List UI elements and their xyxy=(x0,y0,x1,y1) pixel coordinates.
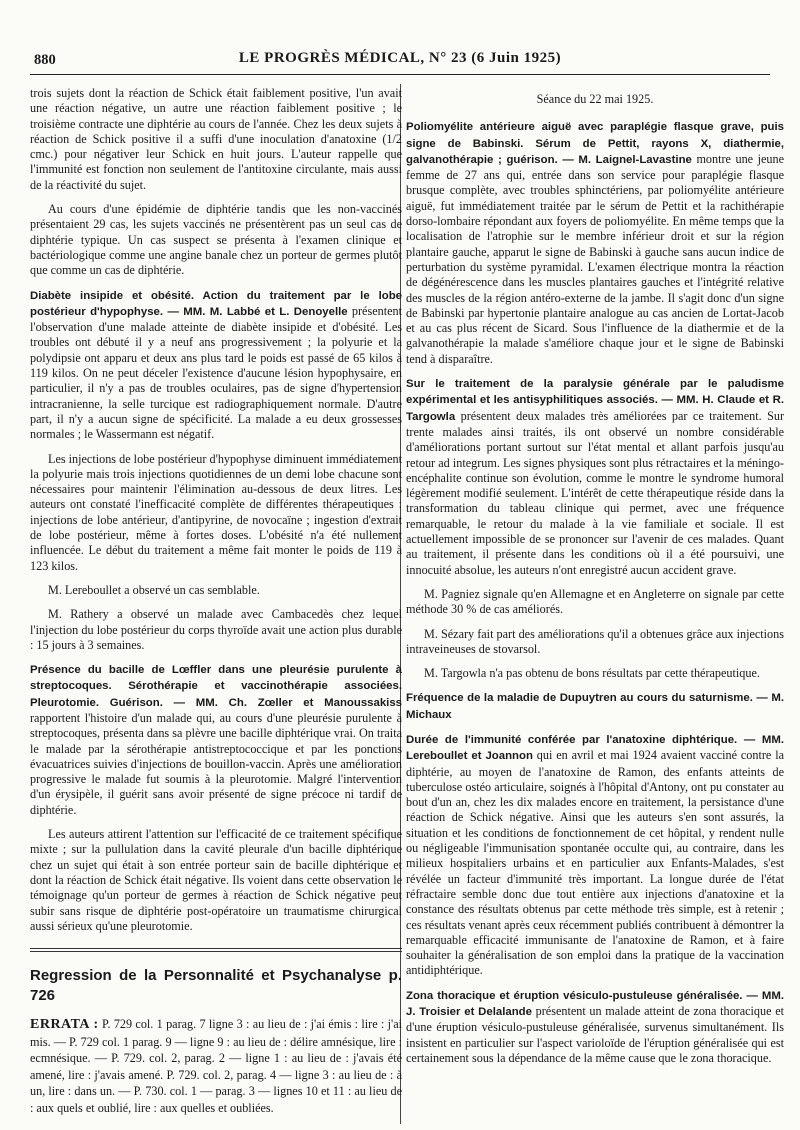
paragraph: M. Targowla n'a pas obtenu de bons résultats par cette thérapeutique. xyxy=(424,666,760,681)
article-heading: Fréquence de la maladie de Dupuytren au cours du saturnisme. — M. Michaux xyxy=(406,692,784,721)
article-body: présentent deux malades très améliorées par ce traitement. Sur trente malades ainsi traités, ils ont observé un nombre considérable d'améliorations portant surtout sur l'état mental et allant parfois jusqu'au retour ad integrum. Les signes physiques sont plus rétractaires et la méningo-encéphalite continue son évolution, comme le montre le syndrome humoral légèrement modifié seulement. L'intérêt de cette thérapeutique réside dans la transformation du tableau clinique qui permet, avec une fréquence remarquable, le retour du malade à la vie familiale et sociale. Il est actuellement impossible de se prononcer sur l'avenir de ces malades. Quant au traitement, il présente dans les conditions où il a été poursuivi, une innocuité absolue, les auteurs n'ont enregistré aucun accident grave. xyxy=(406,408,784,577)
journal-title: LE PROGRÈS MÉDICAL, N° 23 (6 Juin 1925) xyxy=(238,50,562,66)
paragraph: M. Pagniez signale qu'en Allemagne et en Angleterre on signale par cette méthode 30 % de cas améliorés. xyxy=(406,586,784,617)
errata xyxy=(30,1016,402,1116)
paragraph: M. Sézary fait part des améliorations qu'il a obtenues grâce aux injections intraveineuses de stovarsol. xyxy=(406,626,784,656)
errata-text: P. 729 col. 1 parag. 7 ligne 3 : au lieu de : j'ai émis : lire : j'ai mis. — P. 729 col. 1 parag. 9 — ligne 9 : au lieu de : délire amnésique, lire : ecmnésique. — P. 729. col. 2, parag. 2 — ligne 1 : au lieu de : j'avais été amené, lire : j'avais amené. P. 729. col. 2, parag. 4 — ligne 3 : au lieu de : à un, lire : dans un. — P. 730. col. 1 — parag. 3 — lignes 10 et 11 : au lieu de : aux quels et oublié, lire : aux quelles et oubliées. xyxy=(30,1017,403,1115)
right-column xyxy=(406,86,784,1075)
article-heading: Durée de l'immunité conférée par l'anatoxine diphtérique. — MM. Lereboullet et Joannon xyxy=(406,733,784,763)
article-body: rapportent l'histoire d'un malade qui, au cours d'une pleurésie purulente à streptocoques, présenta dans sa plèvre une bacille diphtérique vrai. On traita le malade par la sérothérapie antistreptococcique et par les ponctions évacuatrices suivies d'injections de bouillon-vaccin. Après une amélioration progressive le malade fut soumis à la pleurotomie. Malgré l'intervention d'un érysipèle, il guérit sans avoir présenté de signe précoce ni tardif de diphtérie. xyxy=(30,710,402,817)
section-rule xyxy=(30,948,402,952)
article-body: qui en avril et mai 1924 avaient vacciné contre la diphtérie, au moyen de l'anatoxine de Ramon, des enfants atteints de tuberculose ostéo articulaire, soignés à l'hôpital d'Antony, ont pu constater au bout d'un an, chez les dix malades encore en traitement, la persistance d'une réaction de Schick négative. Ainsi que les auteurs s'en sont assurés, la situation et les conditions de fonctionnement de cet hôpital, y rendent nulle ou négligeable l'immunisation spontanée occulte qui, au contraire, dans les milieux hospitaliers urbains et en particulier aux Enfants-Malades, s'est révélée un facteur d'immunité très important. La longue durée de l'état réfractaire semble donc due tout entière aux injections d'anatoxine et la constance des résultats obtenus par cette méthode très simple, est à retenir ; ces résultats venant après ceux récemment publiés contribuent à démontrer la remarquable efficacité immunisante de l'anatoxine de Ramon, et à faire souhaiter la généralisation de son emploi dans la pratique de la vaccination antidiphtérique. xyxy=(406,748,784,978)
article-lereboullet xyxy=(406,732,784,979)
page-number: 880 xyxy=(34,52,56,68)
page-header xyxy=(30,48,770,75)
article-heading: Sur le traitement de la paralysie générale par le paludisme expérimental et les antisyphilitiques associés. — MM. H. Claude et R. Targowla xyxy=(406,378,784,423)
paragraph: M. Rathery a observé un malade avec Cambacedès chez lequel l'injection du lobe postérieur du corps thyroïde avait une action plus durable : 15 jours à 3 semaines. xyxy=(30,607,402,652)
article-heading: Poliomyélite antérieure aiguë avec paraplégie flasque grave, puis signe de Babinski. Sérum de Pettit, rayons X, diathermie, galvanothérapie ; guérison. — M. Laignel-Lavastine xyxy=(406,121,784,166)
paragraph: M. Lereboullet a observé un cas semblable. xyxy=(48,582,260,597)
article-heading: Diabète insipide et obésité. Action du traitement par le lobe postérieur d'hypophyse. — MM. M. Labbé et L. Denoyelle xyxy=(30,289,402,318)
errata-label: ERRATA : xyxy=(30,1017,99,1033)
article-heading: Zona thoracique et éruption vésiculo-pustuleuse généralisée. — MM. J. Troisier et Delalande xyxy=(406,989,784,1019)
session-date: Séance du 22 mai 1925. xyxy=(536,92,654,106)
paragraph: Les auteurs attirent l'attention sur l'efficacité de ce traitement spécifique mixte ; sur la pullulation dans la cavité pleurale d'un bacille diphtérique chez un sujet qui était à son entrée porteur sain de bacille diphtérique et dont la réaction de Schick était négative. Ils voient dans cette observation le témoignage qu'un porteur de germes à réaction de Schick négative peut subir sans risque de diphtérie post-opératoire un traumatisme chirurgical aussi sérieux qu'une pleurotomie. xyxy=(30,827,402,933)
article-body: montre une jeune femme de 27 ans qui, entrée dans son service pour paraplégie flasque brusque complète, avec troubles sphinctériens, par poliomyélite antérieure aiguë, fut immédiatement traitée par le sérum de Pettit et la rachithérapie dorso-lombaire répondant aux foyers de poliomyélite. En même temps que la localisation de l'atrophie sur le membre inférieur droit et sur la région plantaire gauche, apparut le signe de Babinski à gauche sans aucun indice de perturbation du système pyramidal. L'examen électrique montra la réaction de dégénérescence dans les muscles plantaires gauches et l'intégrité relative des muscles de la région antéro-externe de la jambe. Il s'agit donc d'un signe de Babinski par hypertonie plantaire analogue au cas ancien de Lortat-Jacob et au cas plus récent de Sicard. Sous l'influence de la diathermie et de la galvanothérapie la malade s'améliore chaque jour et le signe de Babinski tend à disparaître. xyxy=(406,151,785,366)
article-claude xyxy=(406,376,784,578)
paragraph: Les injections de lobe postérieur d'hypophyse diminuent immédiatement la polyurie mais trois injections quotidiennes de un demi lobe chacune sont nécessaires pour maintenir l'élimination au-dessous de deux litres. Les auteurs ont constaté l'inefficacité complète de différentes thérapeutiques : injections de lobe antérieur, d'antipyrine, de novocaïne ; ingestion d'extrait de lobe postérieur, même à fortes doses. L'obésité n'a été nullement influencée. Le début du traitement a même fait monter le poids de 119 à 123 kilos. xyxy=(30,451,402,573)
article-body: présentent l'observation d'une malade atteinte de diabète insipide et d'obésité. Les troubles ont débuté il y a neuf ans progressivement ; la polyurie et la polydipsie ont apparu et deux ans plus tard le poids est passé de 65 kilos à 119 kilos. On ne peut déceler l'existence d'aucune lésion hypophysaire, en particulier, il n'y a pas de troubles oculaires, pas de signe d'hypertension intracranienne, la selle turcique est radiographiquement normale. D'autre part, il n'y a aucun signe de spécificité. La malade a eu deux grossesses normales ; le Wassermann est négatif. xyxy=(30,303,402,442)
paragraph: Au cours d'une épidémie de diphtérie tandis que les non-vaccinés présentaient 29 cas, les sujets vaccinés ne présentèrent pas un seul cas de diphtérie typique. Un cas suspect se présenta à l'examen clinique et bactériologique comme une angine banale chez un porteur de germes plutôt que comme un cas de diphtérie. xyxy=(30,202,402,278)
left-column xyxy=(30,86,402,1125)
article-labbe xyxy=(30,288,402,443)
regression-notice: Regression de la Personnalité et Psychanalyse p. 726 xyxy=(30,967,402,1005)
paragraph: trois sujets dont la réaction de Schick était faiblement positive, l'un avait une réaction négative, un autre une réaction faiblement positive ; le troisième contracte une diphtérie au cours de l'année. Chez les deux sujets à réaction de Schick positive il a suffi d'une inoculation d'anatoxine (1/2 cmc.) pour négativer leur Schick en huit jours. L'auteur rappelle que l'immunité est fonction non seulement de l'antitoxine circulante, mais aussi de la réactivité du sujet. xyxy=(30,86,402,192)
article-michaux xyxy=(406,690,784,723)
article-laignel xyxy=(406,119,784,367)
article-troisier xyxy=(406,988,784,1066)
article-body: présentent un malade atteint de zona thoracique et d'une éruption vésiculo-pustuleuse généralisée, survenus simultanément. Ils insistent en particulier sur l'aspect varioloïde de l'éruption généralisée qui est certainement sous la dépendance de la même cause que le zona thoracique. xyxy=(406,1004,784,1065)
article-heading: Présence du bacille de Lœffler dans une pleurésie purulente à streptocoques. Sérothérapie et vaccinothérapie associées. Pleurotomie. Guérison. — MM. Ch. Zœller et Manoussakiss xyxy=(30,664,402,709)
article-zoeller xyxy=(30,662,402,818)
